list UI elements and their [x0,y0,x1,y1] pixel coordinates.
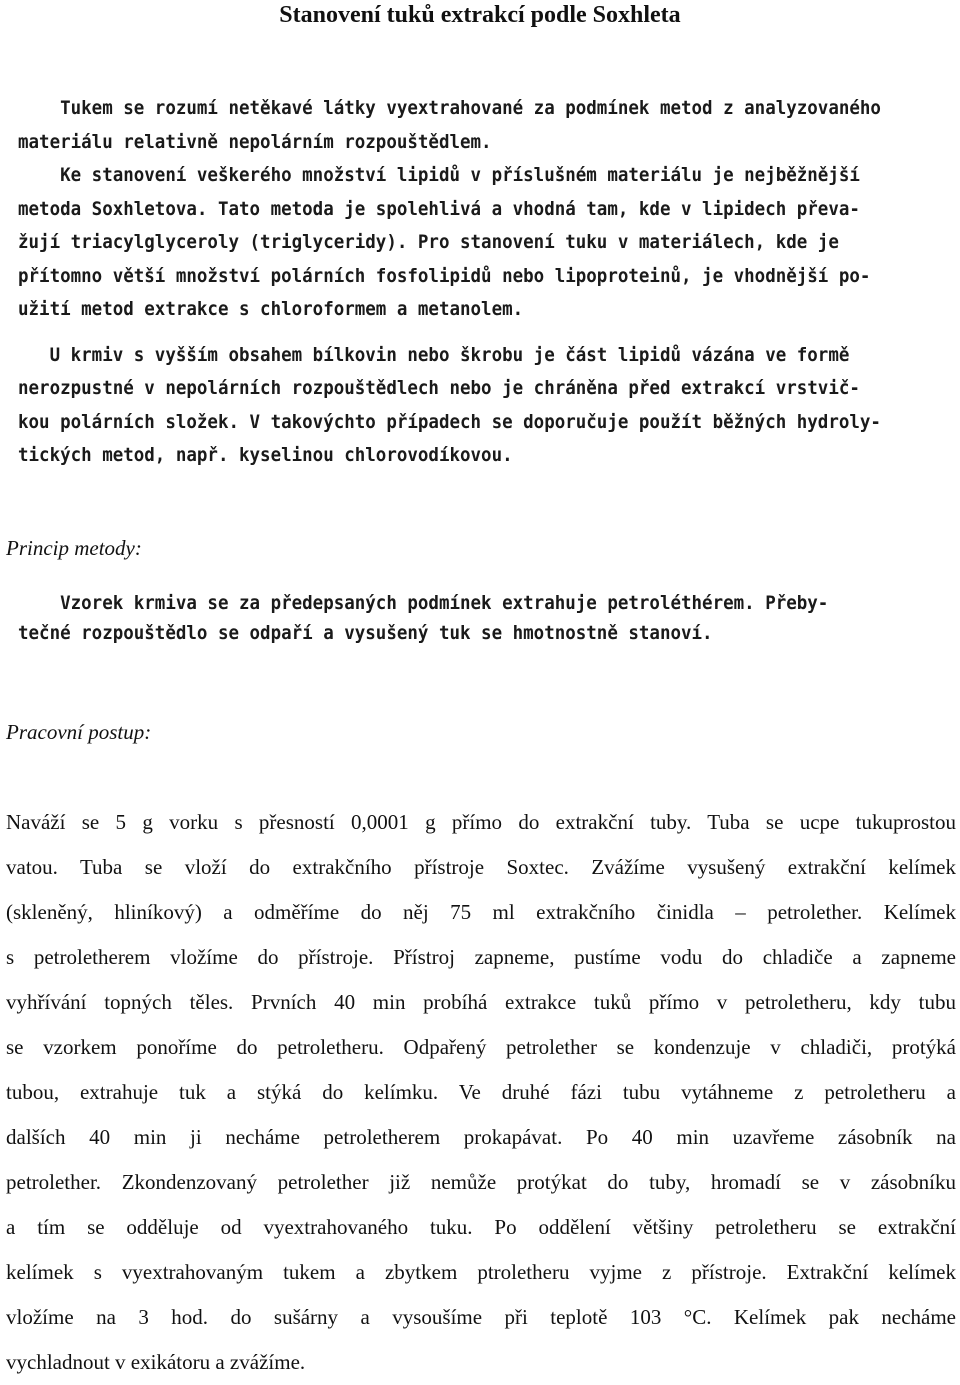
procedure-heading: Pracovní postup: [6,720,152,744]
scan-line: nerozpustné v nepolárních rozpouštědlech nebo je chráněna před extrakcí vrstvič- [18,377,860,399]
principle-heading: Princip metody: [6,536,142,560]
procedure-line: (skleněný, hliníkový) a odměříme do něj 75 ml extrakčního činidla – petrolether. Kelímek [6,900,956,924]
scan-line: Vzorek krmiva se za předepsaných podmínek extrahuje petroléthérem. Přeby- [18,592,829,614]
page-title: Stanovení tuků extrakcí podle Soxhleta [279,2,681,28]
scan-line: metoda Soxhletova. Tato metoda je spolehlivá a vhodná tam, kde v lipidech převa- [18,197,860,220]
scan-line: tečné rozpouštědlo se odpaří a vysušený tuk se hmotnostně stanoví. [18,622,713,644]
procedure-line: vyhřívání topných těles. Prvních 40 min probíhá extrakce tuků přímo v petroletheru, kdy tubu [6,990,956,1014]
scan-line: materiálu relativně nepolárním rozpouštědlem. [18,130,492,153]
procedure-line: se vzorkem ponoříme do petroletheru. Odpařený petrolether se kondenzuje v chladiči, protýká [6,1035,956,1059]
procedure-line: Naváží se 5 g vorku s přesností 0,0001 g přímo do extrakční tuby. Tuba se ucpe tukuprostou [6,810,956,834]
scan-line: Ke stanovení veškerého množství lipidů v příslušném materiálu je nejběžnější [18,164,860,186]
procedure-line: kelímek s vyextrahovaným tukem a zbytkem ptroletheru vyjme z přístroje. Extrakční kelímek [6,1260,956,1284]
scan-line [18,327,881,339]
procedure-line: dalších 40 min ji necháme petroletherem prokapávat. Po 40 min uzavřeme zásobník na [6,1125,956,1149]
scan-line: přítomno větší množství polárních fosfolipidů nebo lipoproteinů, je vhodnější po- [18,264,871,287]
procedure-line: vatou. Tuba se vloží do extrakčního přístroje Soxtec. Zvážíme vysušený extrakční kelímek [6,855,956,879]
scan-line: užití metod extrakce s chloroformem a metanolem. [18,298,524,320]
intro-scanned-text [18,92,956,473]
procedure-line: s petroletherem vložíme do přístroje. Přístroj zapneme, pustíme vodu do chladiče a zapneme [6,945,956,969]
scan-line: kou polárních složek. V takovýchto případech se doporučuje použít běžných hydroly- [18,410,881,433]
scan-line: tických metod, např. kyselinou chlorovodíkovou. [18,444,513,466]
procedure-line: petrolether. Zkondenzovaný petrolether již nemůže protýkat do tuby, hromadí se v zásobníku [6,1170,956,1194]
procedure-text [6,800,956,1385]
procedure-line: vychladnout v exikátoru a zvážíme. [6,1350,306,1374]
procedure-line: vložíme na 3 hod. do sušárny a vysoušíme při teplotě 103 °C. Kelímek pak necháme [6,1305,956,1329]
scan-line: U krmiv s vyšším obsahem bílkovin nebo škrobu je část lipidů vázána ve formě [18,343,850,366]
principle-scanned-text [18,588,899,648]
procedure-line: a tím se odděluje od vyextrahovaného tuku. Po oddělení většiny petroletheru se extrakční [6,1215,956,1239]
procedure-line: tubou, extrahuje tuk a stýká do kelímku. Ve druhé fázi tubu vytáhneme z petroletheru a [6,1080,956,1104]
scan-line: žují triacylglyceroly (triglyceridy). Pro stanovení tuku v materiálech, kde je [18,231,839,253]
scan-line: Tukem se rozumí netěkavé látky vyextrahované za podmínek metod z analyzovaného [18,97,881,119]
